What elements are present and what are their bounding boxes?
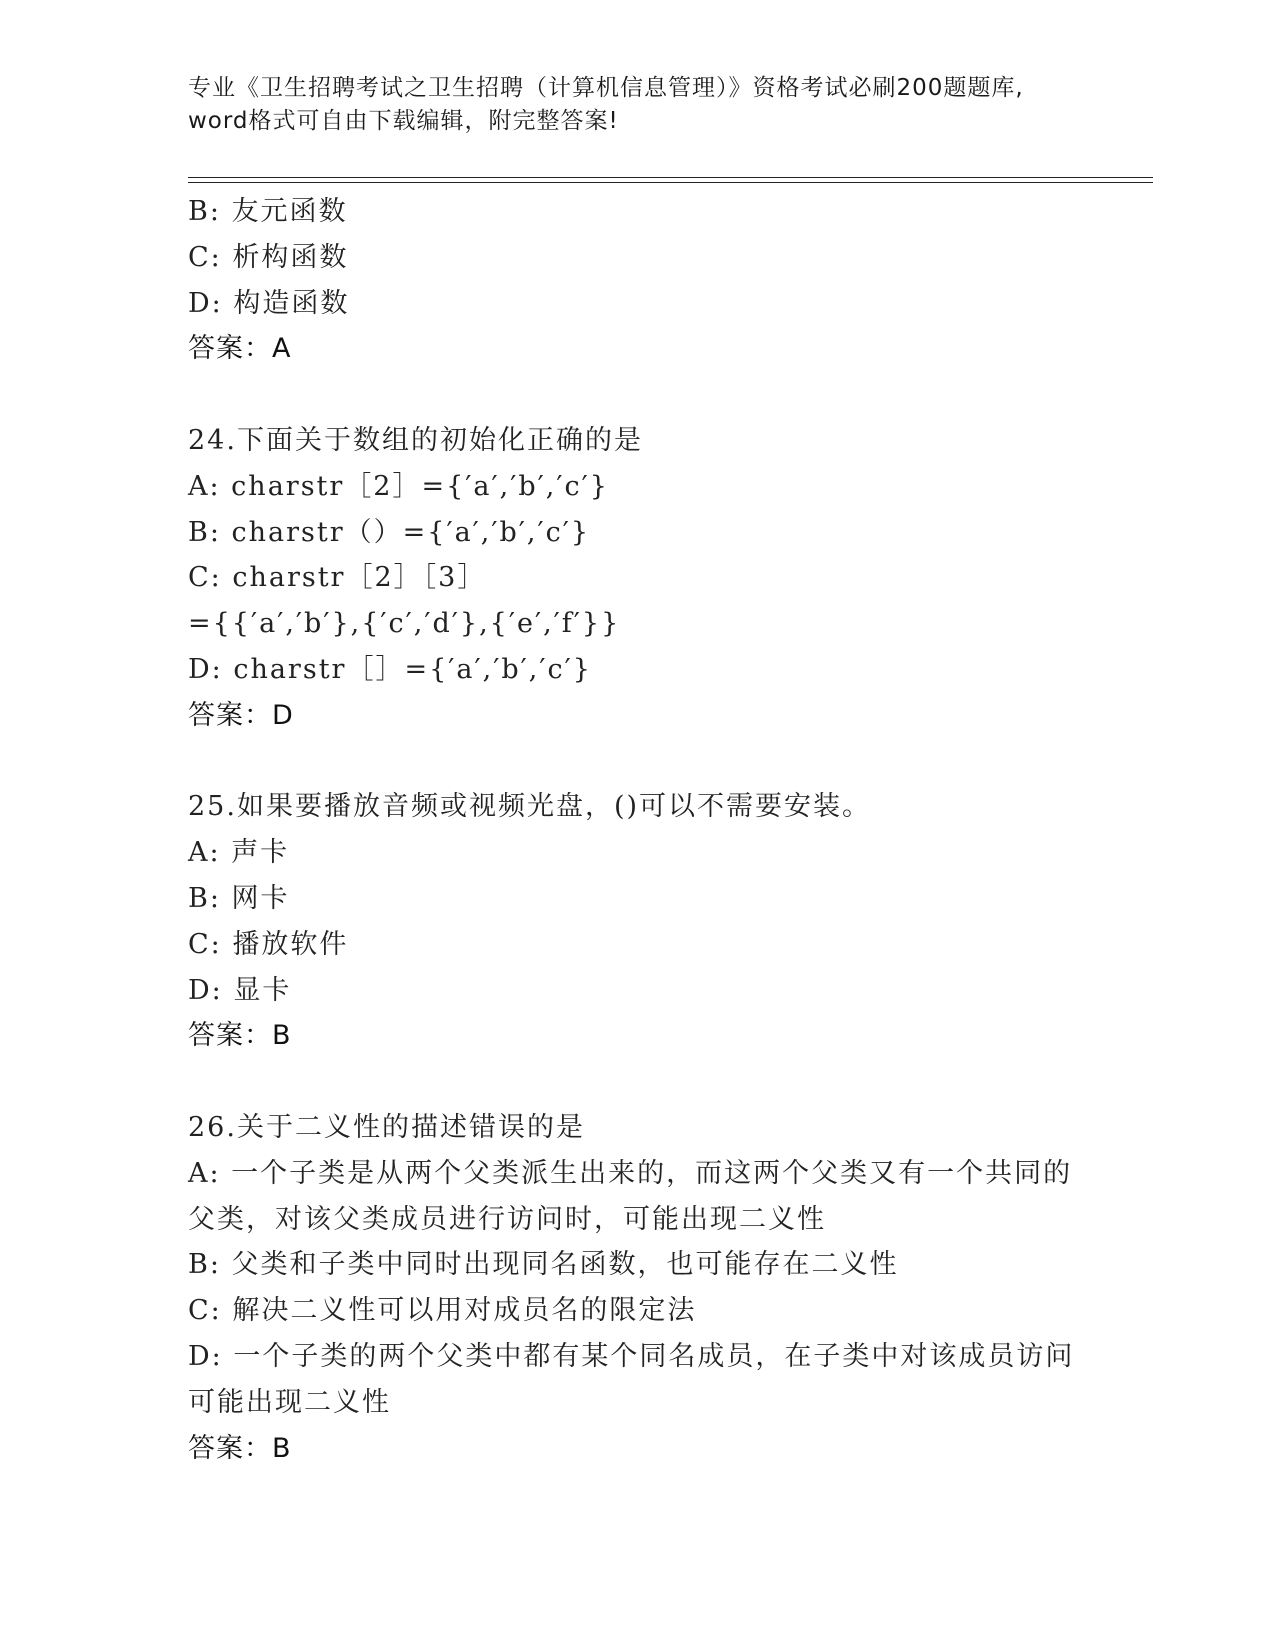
option-c: C: charstr［2］［3］ (188, 562, 487, 594)
answer-line: 答案：D (188, 699, 294, 731)
header-divider-bottom (188, 182, 1153, 183)
option-d-continued: 可能出现二义性 (188, 1386, 391, 1418)
option-d: D: 构造函数 (188, 287, 350, 319)
option-c: C: 析构函数 (188, 241, 349, 273)
answer-line: 答案：B (188, 1432, 292, 1464)
option-c: C: 播放软件 (188, 928, 349, 960)
spacer (188, 1059, 1088, 1105)
question-stem: 25.如果要播放音频或视频光盘，()可以不需要安装。 (188, 791, 872, 823)
option-b: B: 网卡 (188, 882, 290, 914)
spacer (188, 739, 1088, 785)
question-23-continued (188, 189, 1088, 372)
option-b: B: 友元函数 (188, 196, 348, 227)
header-title-line-1: 专业《卫生招聘考试之卫生招聘（计算机信息管理）》资格考试必刷200题题库, (188, 75, 1024, 101)
option-a: A: 声卡 (188, 837, 290, 869)
answer-line: 答案：B (188, 1020, 292, 1052)
header-title-line-2: word格式可自由下载编辑，附完整答案! (188, 108, 619, 134)
option-d: D: charstr［］={′a′,′b′,′c′} (188, 653, 592, 685)
option-b: B: charstr（）={′a′,′b′,′c′} (188, 516, 591, 548)
question-24 (188, 418, 1088, 739)
answer-line: 答案：A (188, 333, 292, 365)
option-a-continued: 父类，对该父类成员进行访问时，可能出现二义性 (188, 1203, 826, 1235)
header-divider-top (188, 177, 1153, 178)
option-d: D: 显卡 (188, 974, 292, 1006)
question-26 (188, 1105, 1088, 1471)
option-c: C: 解决二义性可以用对成员名的限定法 (188, 1295, 697, 1327)
question-stem: 26.关于二义性的描述错误的是 (188, 1111, 585, 1143)
option-d: D: 一个子类的两个父类中都有某个同名成员，在子类中对该成员访问 (188, 1340, 1075, 1372)
option-a: A: charstr［2］={′a′,′b′,′c′} (188, 470, 609, 502)
option-a: A: 一个子类是从两个父类派生出来的，而这两个父类又有一个共同的 (188, 1157, 1073, 1189)
page-header (188, 72, 1088, 138)
option-c-continued: ={{′a′,′b′},{′c′,′d′},{′e′,′f′}} (188, 608, 621, 640)
question-25 (188, 784, 1088, 1059)
spacer (188, 372, 1088, 418)
question-stem: 24.下面关于数组的初始化正确的是 (188, 424, 643, 456)
option-b: B: 父类和子类中同时出现同名函数，也可能存在二义性 (188, 1249, 899, 1281)
question-list (188, 189, 1088, 1471)
